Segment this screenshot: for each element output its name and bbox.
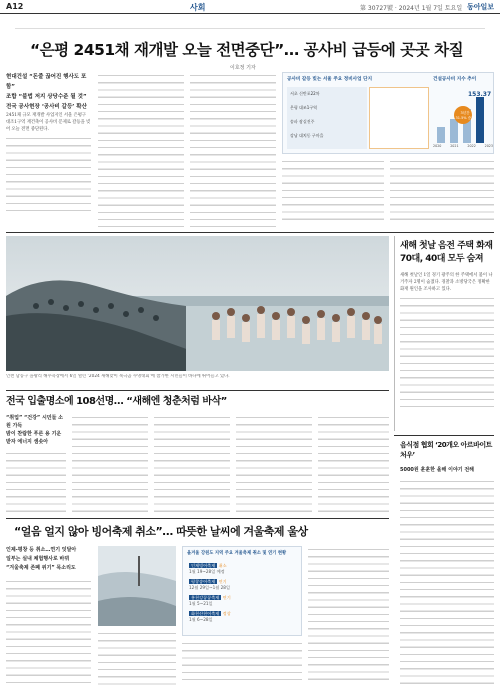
right-headline: 음식점 협회 ‘20개오 아르바이트 처우’ bbox=[400, 441, 492, 459]
festival-status: 정상 bbox=[222, 611, 231, 616]
chart-annotation: 3년간 31.5% 증가 bbox=[455, 111, 475, 120]
chart-item: 강남 대치동 구마을 bbox=[290, 133, 324, 138]
festival-item bbox=[189, 579, 297, 591]
festival-name: 화천산천어축제 bbox=[191, 611, 220, 616]
festival-note: 1월 5~21일 bbox=[189, 601, 213, 606]
side2-rule bbox=[394, 435, 494, 436]
body-text-block bbox=[400, 295, 494, 412]
festival-chart bbox=[182, 546, 302, 636]
top-col-3 bbox=[190, 72, 276, 227]
page-header bbox=[0, 0, 500, 14]
festival-name: 인제빙어축제 bbox=[191, 563, 216, 568]
bottom-dek-2: 일부는 실내 체험행사로 바꿔 bbox=[6, 556, 70, 562]
chart-highlight: 153.37 bbox=[468, 91, 492, 98]
bottom-col-2 bbox=[98, 630, 176, 686]
middle-col-5 bbox=[318, 414, 389, 514]
bottom-dek bbox=[6, 546, 91, 573]
middle-kicker: “취업” “건강” 시민들 소원 가득 bbox=[6, 415, 64, 429]
middle-col-1 bbox=[6, 414, 66, 514]
top-divider bbox=[15, 28, 485, 29]
chart-mid-panel bbox=[369, 87, 429, 149]
bottom-col-1 bbox=[6, 578, 91, 686]
festival-list bbox=[189, 563, 297, 623]
middle-col-2 bbox=[72, 414, 148, 514]
festival-status: 취소 bbox=[218, 563, 227, 568]
chart-right-title: 건설공사비 지수 추이 bbox=[433, 77, 477, 82]
top-col-5 bbox=[390, 158, 494, 226]
festival-chart-title: 올겨울 강원도 지역 주요 겨울축제 취소 및 연기 현황 bbox=[187, 551, 287, 556]
side-body bbox=[400, 272, 494, 412]
middle-headline: 전국 입출명소에 108선명… “새해엔 청춘처럼 바삭” bbox=[6, 396, 227, 407]
section-label: 사회 bbox=[190, 3, 206, 12]
middle-rule bbox=[6, 390, 389, 391]
x-tick: 2020 bbox=[433, 144, 442, 148]
bottom-rule bbox=[6, 518, 389, 519]
festival-note: 1월 6~28일 bbox=[189, 617, 213, 622]
middle-col-3 bbox=[154, 414, 230, 514]
bottom-headline: “얼음 얼지 않아 빙어축제 취소”… 따뜻한 날씨에 겨울축제 울상 bbox=[14, 525, 308, 538]
festival-name: 평창송어축제 bbox=[191, 579, 216, 584]
side-headline: 새해 첫날 음전 주택 화재 70대, 40대 모두 숨져 bbox=[400, 241, 493, 264]
middle-second-headline: 밤이 찬람한 푸른 용 기운 받자 에너지 샘솟아 bbox=[6, 431, 62, 445]
festival-item bbox=[189, 611, 297, 623]
issue-date: 第 30727號 · 2024년 1월 7일 토요일 bbox=[360, 5, 463, 12]
x-tick: 2021 bbox=[450, 144, 459, 148]
top-dek-2: 조합 “불법 저지 상당수준 될 것” bbox=[6, 94, 87, 100]
top-teaser: 2451채 규모 재개발 사업지인 서울 은평구 대조1구역 재건축이 공사비 문제로 갈등을 빚어 오늘 전면 중단된다. bbox=[6, 113, 91, 133]
x-tick: 2022 bbox=[467, 144, 476, 148]
main-photo bbox=[6, 236, 389, 371]
photo-frozen-river bbox=[98, 546, 176, 626]
top-col-4 bbox=[282, 158, 384, 226]
festival-status: 연기 bbox=[218, 579, 227, 584]
bottom-dek-3: “겨울축제 존폐 위기” 목소리도 bbox=[6, 565, 76, 571]
festival-item bbox=[189, 595, 297, 607]
festival-name: 홍천강꽁꽁축제 bbox=[191, 595, 220, 600]
chart-x-labels bbox=[433, 144, 493, 148]
x-tick: 2023 bbox=[484, 144, 493, 148]
top-col-2 bbox=[98, 72, 184, 227]
bottom-col-3 bbox=[182, 640, 302, 686]
paper-name: 동아일보 bbox=[466, 3, 494, 11]
festival-note: 12월 29일~1월 28일 bbox=[189, 585, 231, 590]
chart-item: 은평 대조1구역 bbox=[290, 105, 318, 110]
top-dek bbox=[6, 72, 91, 112]
chart-item: 서초 신반포22차 bbox=[290, 91, 320, 96]
chart-item: 송파 잠실진주 bbox=[290, 119, 315, 124]
bottom-dek-1: 인제-평창 등 취소…연기 잇달아 bbox=[6, 547, 77, 553]
side-body-text: 새해 첫날인 1일 경기 광주의 한 주택에서 불이 나 거주자 2명이 숨졌다. 경찰과 소방당국은 정확한 화재 원인을 조사하고 있다. bbox=[400, 273, 493, 293]
top-dek-1: 현대건설 “돈줄 끊어진 행사도 포함” bbox=[6, 74, 87, 90]
top-col-1 bbox=[6, 112, 91, 224]
section-rule bbox=[6, 232, 494, 233]
chart-left-panel bbox=[287, 87, 367, 149]
chart-title: 공사비 갈등 빚는 서울 주요 정비사업 단지 bbox=[287, 77, 373, 82]
body-text-block bbox=[6, 450, 66, 514]
cost-chart bbox=[282, 72, 494, 154]
side-divider bbox=[394, 236, 395, 431]
bottom-photo bbox=[98, 546, 176, 626]
right-col-body bbox=[400, 478, 494, 686]
festival-note: 1월 19~28일 예정 bbox=[189, 569, 225, 574]
photo-caption: 인천 남동구 을왕리 해수욕장에서 6일 열린 ‘2024 새해맞이 북극곰 수영대회’에 참가한 시민들이 바다에 뛰어들고 있다. bbox=[6, 374, 230, 379]
middle-col-4 bbox=[236, 414, 312, 514]
top-byline: 이호정 기자 bbox=[230, 65, 256, 71]
photo-sea-crowd bbox=[6, 236, 389, 371]
top-headline: “은평 2451채 재개발 오늘 전면중단”… 공사비 급등에 곳곳 차질 bbox=[30, 41, 464, 59]
festival-item bbox=[189, 563, 297, 575]
top-dek-3: 전국 공사현장 ‘공사비 갈등’ 확산 bbox=[6, 104, 87, 110]
bottom-col-4 bbox=[308, 546, 389, 686]
festival-status: 연기 bbox=[222, 595, 231, 600]
body-text-block bbox=[6, 135, 91, 215]
page-number: A12 bbox=[6, 2, 24, 11]
right-subheadline: 5000원 훈훈한 올해 이야기 전해 bbox=[400, 467, 475, 473]
